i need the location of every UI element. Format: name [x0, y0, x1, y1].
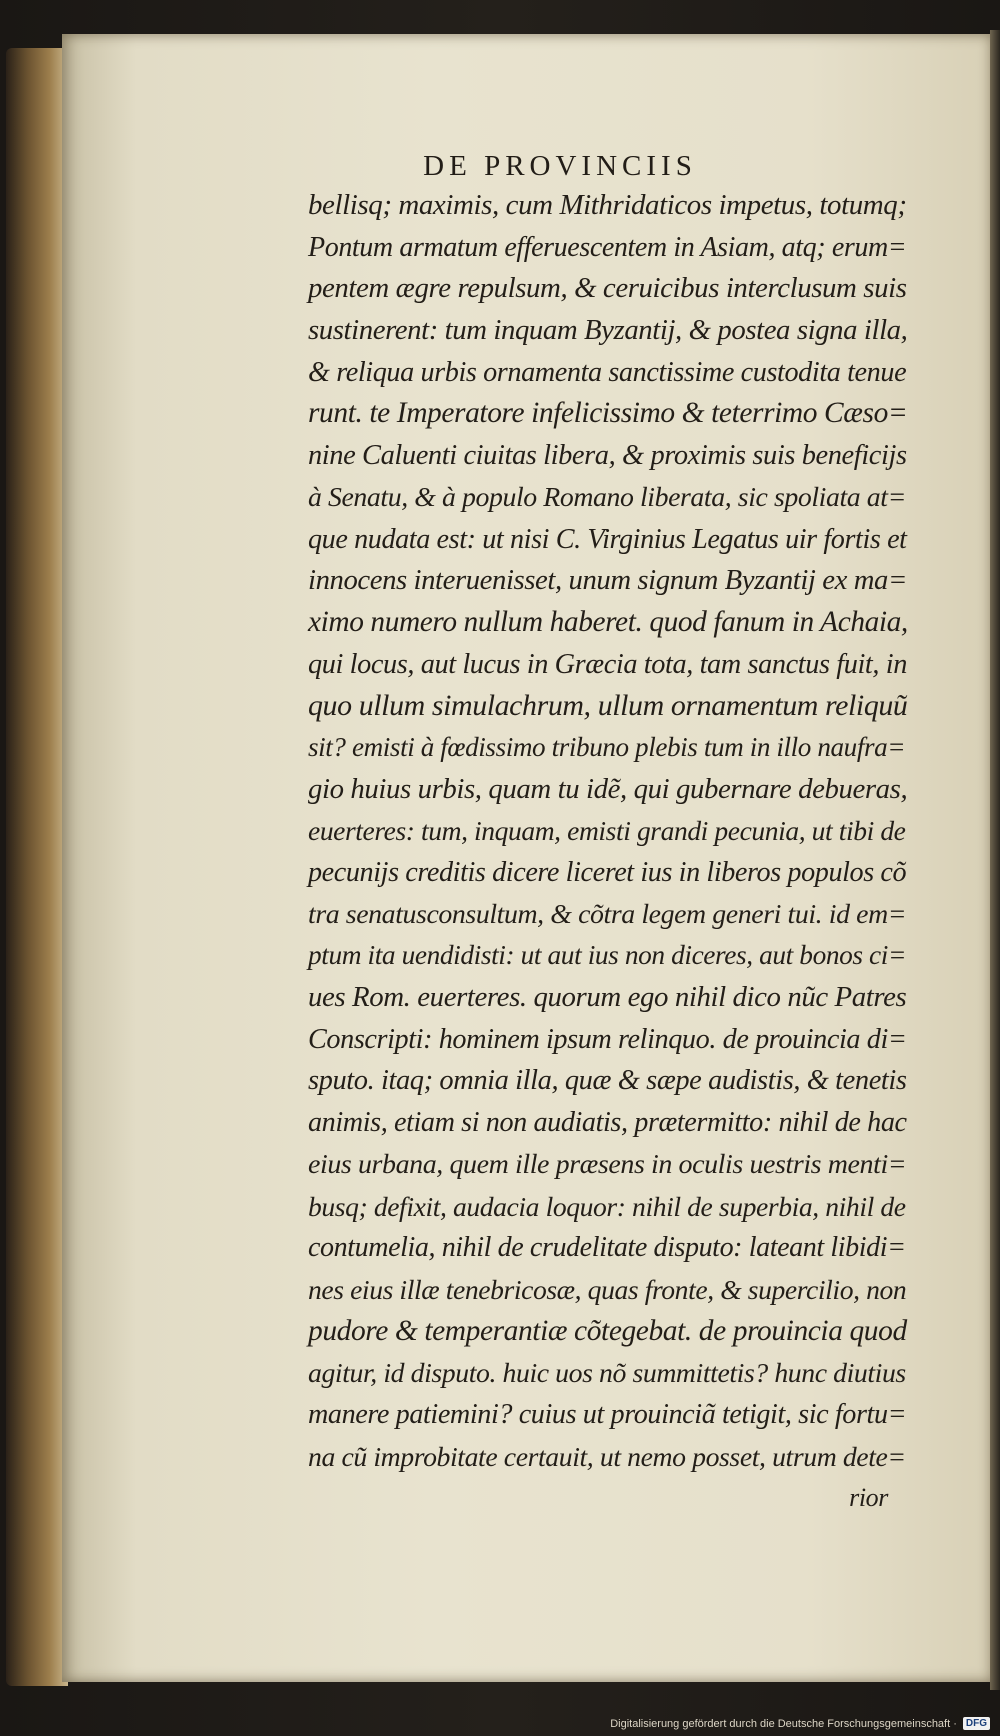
text-line: bellisq; maximis, cum Mithridaticos impetus, totumq;	[308, 189, 907, 221]
footer-credit-text: Digitalisierung gefördert durch die Deutsche Forschungsgemeinschaft ·	[610, 1717, 957, 1730]
text-line: na cũ improbitate certauit, ut nemo posset, utrum dete=	[308, 1440, 906, 1472]
text-line: ximo numero nullum haberet. quod fanum in Achaia,	[308, 605, 908, 638]
text-line: pudore & temperantiæ cõtegebat. de prouincia quod	[308, 1314, 907, 1347]
running-title: DE PROVINCIIS	[423, 150, 697, 182]
text-line: gio huius urbis, quam tu idẽ, qui gubernare debueras,	[308, 772, 908, 805]
page-edge-right	[990, 30, 1000, 1690]
text-line: sustinerent: tum inquam Byzantij, & postea signa illa,	[308, 314, 908, 347]
text-line: sputo. itaq; omnia illa, quæ & sæpe audistis, & tenetis	[308, 1065, 907, 1097]
text-line: tra senatusconsultum, & cõtra legem generi tui. id em=	[308, 898, 907, 930]
text-line: rior	[849, 1483, 888, 1513]
text-line: Conscripti: hominem ipsum relinquo. de prouincia di=	[308, 1023, 907, 1055]
text-line: pecunijs creditis dicere liceret ius in liberos populos cõ	[308, 857, 907, 888]
text-line: & reliqua urbis ornamenta sanctissime custodita tenue	[308, 356, 907, 388]
dfg-logo-icon: DFG	[963, 1717, 990, 1730]
text-line: à Senatu, & à populo Romano liberata, sic spoliata at=	[308, 481, 906, 513]
text-line: qui locus, aut lucus in Græcia tota, tam sanctus fuit, in	[308, 648, 907, 680]
text-line: ptum ita uendidisti: ut aut ius non diceres, aut bonos ci=	[308, 940, 907, 971]
book-edge	[6, 48, 68, 1686]
text-line: animis, etiam si non audiatis, prætermitto: nihil de hac	[308, 1107, 907, 1139]
text-line: euerteres: tum, inquam, emisti grandi pecunia, ut tibi de	[308, 815, 906, 847]
text-line: Pontum armatum efferuescentem in Asiam, atq; erum=	[308, 231, 907, 263]
text-line: innocens interuenisset, unum signum Byzantij ex ma=	[308, 564, 907, 597]
text-line: sit? emisti à fœdissimo tribuno plebis tum in illo naufra=	[308, 731, 906, 762]
text-line: que nudata est: ut nisi C. Virginius Legatus uir fortis et	[308, 523, 907, 555]
text-line: manere patiemini? cuius ut prouinciã tetigit, sic fortu=	[308, 1398, 907, 1430]
text-line: contumelia, nihil de crudelitate disputo: lateant libidi=	[308, 1232, 906, 1264]
text-line: nes eius illæ tenebricosæ, quas fronte, & supercilio, non	[308, 1273, 907, 1305]
text-line: busq; defixit, audacia loquor: nihil de superbia, nihil de	[308, 1190, 906, 1222]
text-line: ues Rom. euerteres. quorum ego nihil dico nũc Patres	[308, 981, 907, 1014]
text-line: eius urbana, quem ille præsens in oculis uestris menti=	[308, 1148, 907, 1180]
running-header	[0, 150, 1000, 183]
body-text	[308, 185, 948, 1519]
text-line: pentem ægre repulsum, & ceruicibus interclusum suis	[308, 272, 907, 305]
text-line: quo ullum simulachrum, ullum ornamentum reliquũ	[308, 689, 908, 723]
text-line: runt. te Imperatore infelicissimo & teterrimo Cæso=	[308, 397, 908, 430]
text-line: nine Caluenti ciuitas libera, & proximis suis beneficijs	[308, 440, 907, 472]
footer-credit	[610, 1717, 990, 1730]
text-line: agitur, id disputo. huic uos nõ summittetis? hunc diutius	[308, 1357, 906, 1389]
